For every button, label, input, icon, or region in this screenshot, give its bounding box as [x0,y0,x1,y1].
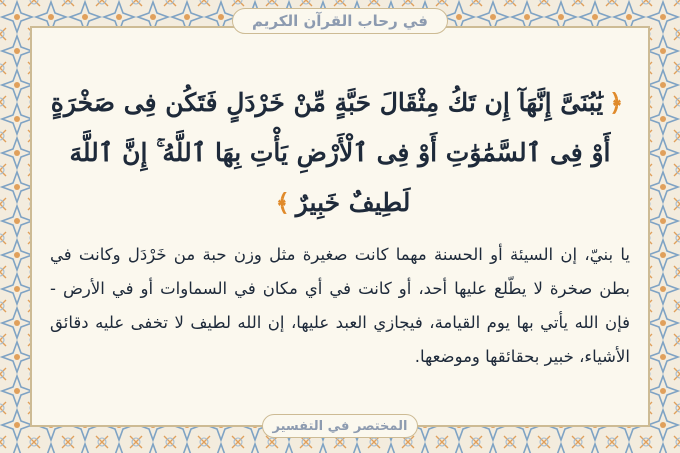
header-title: في رحاب القرآن الكريم [252,12,428,30]
footer-plaque [262,414,418,438]
verse-ornament-close: ﴾ [275,188,290,217]
footer-source: المختصر في التفسير [272,419,408,434]
verse-ornament-open: ﴿ [609,88,624,117]
header-plaque [232,8,448,34]
tafsir-paragraph: يا بنيّ، إن السيئة أو الحسنة مهما كانت صغيرة مثل وزن حبة من خَرْدَل وكانت في بطن صخرة لا يطّلع عليها أحد، أو كانت في أي مكان في السماوات أو في الأرض - فإن الله يأتي بها يوم القيامة، فيجازي العبد عليها، إن الله لطيف لا تخفى عليه دقائق الأشياء، خبير بحقائقها وموضعها. [50,245,630,366]
verse-text: يَٰبُنَىَّ إِنَّهَآ إِن تَكُ مِثْقَالَ حَبَّةٍ مِّنْ خَرْدَلٍ فَتَكُن فِى صَخْرَةٍ أَوْ فِى ٱلسَّمَٰوَٰتِ أَوْ فِى ٱلْأَرْضِ يَأْتِ بِهَا ٱللَّهُ ۚ إِنَّ ٱللَّهَ لَطِيفٌ خَبِيرٌ [50,88,611,217]
quran-verse [50,78,630,228]
